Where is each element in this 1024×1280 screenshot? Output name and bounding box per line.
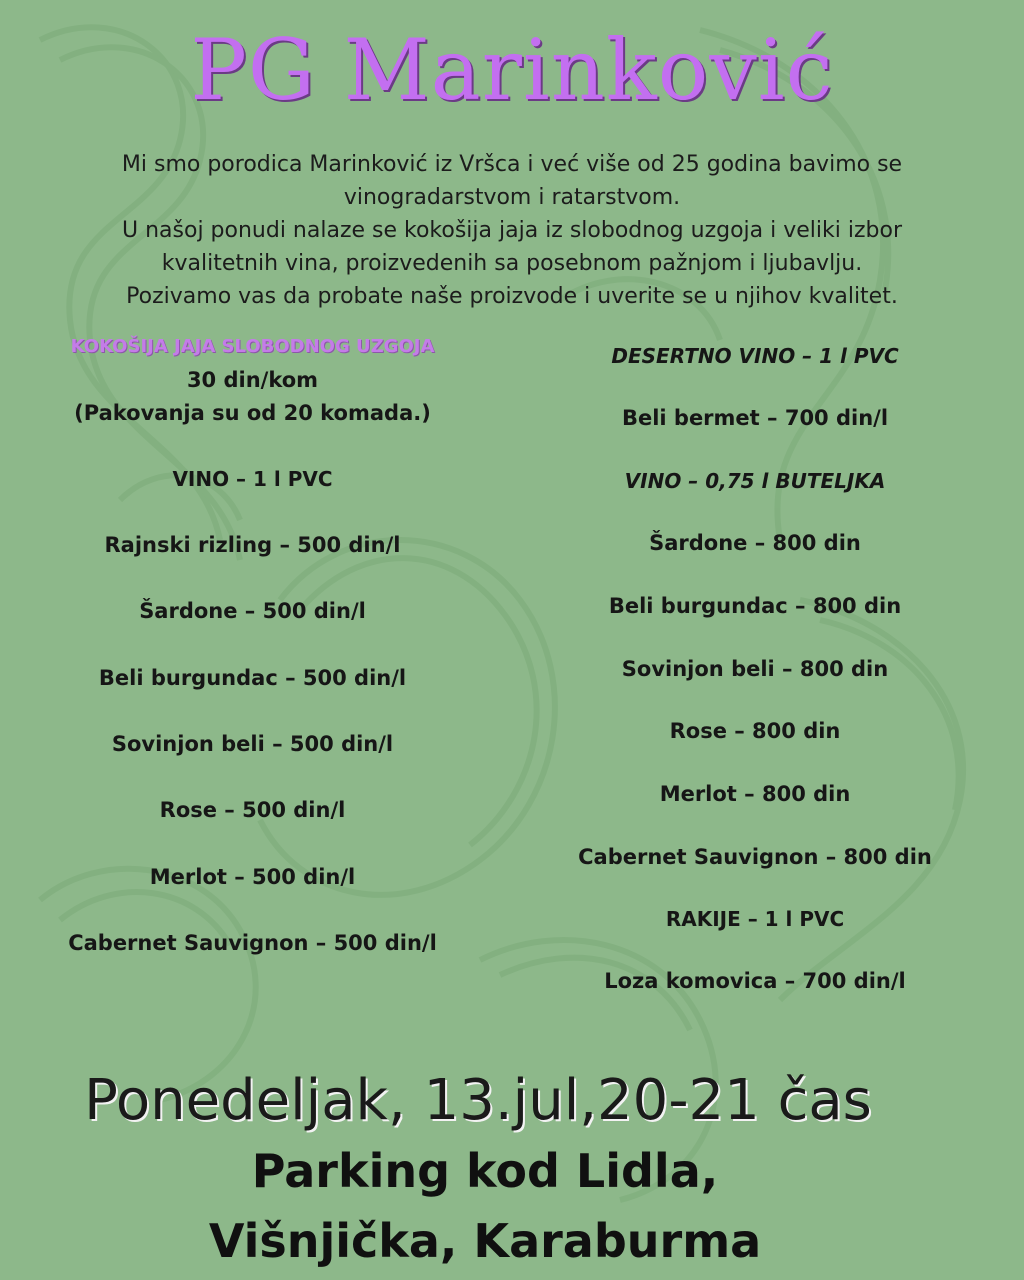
event-location-line-2: Višnjička, Karaburma — [208, 1214, 762, 1268]
eggs-heading: KOKOŠIJA JAJA SLOBODNOG UZGOJA — [70, 336, 435, 357]
wine-pvc-item: Cabernet Sauvignon – 500 din/l — [68, 931, 437, 955]
page-title: PG Marinković — [190, 21, 834, 119]
bottle-wine-item: Rose – 800 din — [669, 719, 841, 743]
bottle-wine-item: Merlot – 800 din — [659, 782, 851, 806]
intro-paragraph-3: Pozivamo vas da probate naše proizvode i uverite se u njihov kvalitet. — [126, 284, 898, 309]
intro-paragraph-1: Mi smo porodica Marinković iz Vršca i već više od 25 godina bavimo se vinogradarstvom i ratarstvom. — [121, 152, 903, 210]
wine-pvc-item: Rose – 500 din/l — [159, 798, 346, 822]
rakija-heading: RAKIJE – 1 l PVC — [665, 907, 845, 931]
wine-pvc-item: Beli burgundac – 500 din/l — [98, 666, 407, 690]
event-location-line-1: Parking kod Lidla, — [251, 1144, 719, 1198]
dessert-wine-heading: DESERTNO VINO – 1 l PVC — [611, 344, 899, 368]
event-date-time: Ponedeljak, 13.jul,20-21 čas — [84, 1068, 872, 1133]
eggs-price: 30 din/kom — [186, 368, 319, 392]
bottle-wine-item: Šardone – 800 din — [649, 531, 861, 555]
bottle-wine-item: Cabernet Sauvignon – 800 din — [578, 845, 932, 869]
rakija-item: Loza komovica – 700 din/l — [604, 969, 906, 993]
wine-pvc-item: Šardone – 500 din/l — [139, 599, 366, 623]
bottle-wine-item: Beli burgundac – 800 din — [608, 594, 902, 618]
intro-paragraph-2: U našoj ponudi nalaze se kokošija jaja iz slobodnog uzgoja i veliki izbor kvalitetnih vina, proizvedenih sa posebnom pažnjom i ljubavlju. — [122, 218, 902, 276]
dessert-wine-item: Beli bermet – 700 din/l — [621, 406, 889, 430]
bottle-wine-heading: VINO – 0,75 l BUTELJKA — [624, 469, 886, 493]
eggs-note: (Pakovanja su od 20 komada.) — [74, 401, 431, 425]
bottle-wine-item: Sovinjon beli – 800 din — [621, 657, 889, 681]
wine-pvc-item: Merlot – 500 din/l — [149, 865, 356, 889]
intro-text — [90, 148, 934, 313]
wine-pvc-item: Rajnski rizling – 500 din/l — [104, 533, 401, 557]
wine-pvc-item: Sovinjon beli – 500 din/l — [111, 732, 394, 756]
wine-pvc-heading: VINO – 1 l PVC — [172, 467, 333, 491]
